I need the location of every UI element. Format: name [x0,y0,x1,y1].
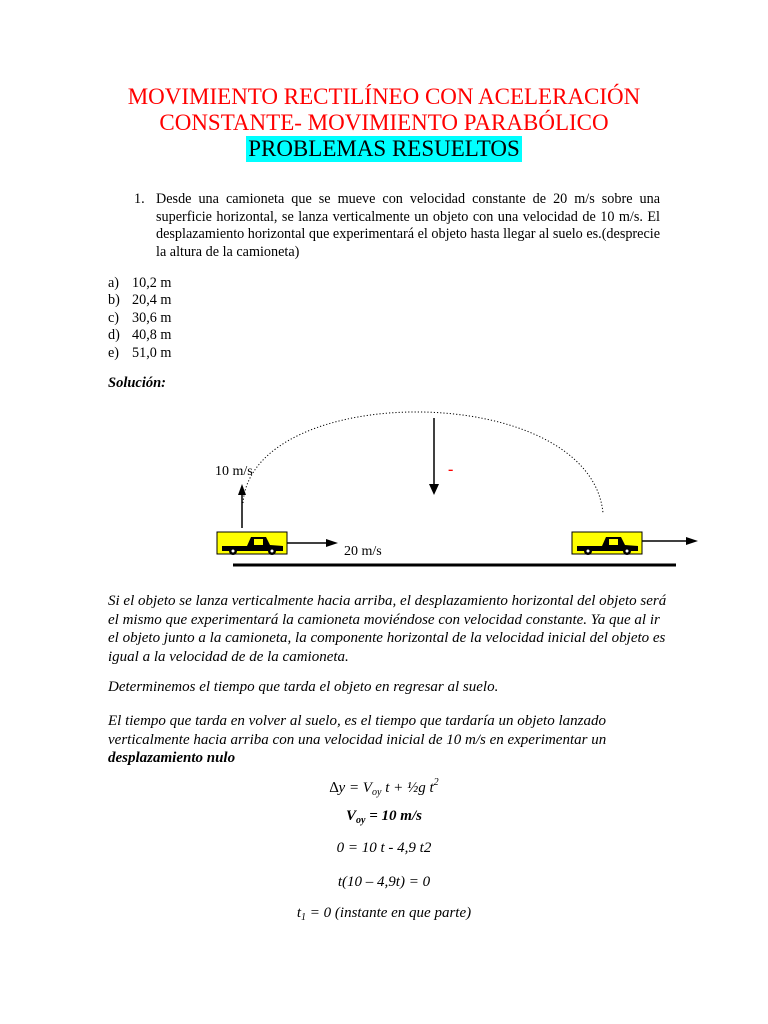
projectile-diagram [0,385,768,585]
explanation-paragraph-3 [108,712,668,768]
problem-text: Desde una camioneta que se mueve con velocidad constante de 20 m/s sobre una superficie horizontal, se lanza verticalmente un objeto con una velocidad de 10 m/s. El desplazamiento horizontal que experimentará el objeto hasta llegar al suelo es.(desprecie la altura de la camioneta) [156,191,660,260]
equation-initial-velocity: $V_{oy} = 10$ m/s [346,808,422,826]
option-value: 30,6 m [132,309,172,326]
trajectory-arc [243,412,603,513]
option-value: 20,4 m [132,292,172,309]
option-value: 40,8 m [132,327,172,344]
truck-icon-left [217,532,287,555]
option-item [108,292,171,309]
option-item [108,345,171,362]
delta-symbol: ∆ [329,780,339,796]
option-letter: a) [108,275,120,291]
option-letter: e) [108,344,120,361]
option-letter: d) [108,327,120,344]
equation-substituted: 0 = 10 t - 4,9 t2 [336,840,432,856]
arrowhead-down-icon [429,484,439,495]
arrowhead-right-icon [326,539,338,547]
equation-factored: t(10 – 4,9t) = 0 [337,874,431,890]
title-line-2: CONSTANTE- MOVIMIENTO PARABÓLICO [159,110,609,135]
option-value: 10,2 m [132,275,172,291]
option-value: 51,0 m [132,344,172,361]
answer-options [108,275,171,362]
paragraph-3-bold: desplazamiento nulo [108,750,236,766]
option-item [108,327,171,344]
option-item [108,310,171,327]
arrowhead-right-icon [686,537,698,545]
equation-displacement: $\Delta y = V_{oy}$ t + ½g $t^2$ [329,777,439,798]
title-line-1: MOVIMIENTO RECTILÍNEO CON ACELERACIÓN [127,84,641,109]
solution-label: Solución: [108,375,167,391]
arrowhead-icon [238,484,246,495]
explanation-paragraph-1: Si el objeto se lanza verticalmente hacia arriba, el desplazamiento horizontal del objeto será el mismo que experimentará la camioneta moviéndose con velocidad constante. Ya que al ir el objeto junto a la camioneta, la componente horizontal de la velocidad inicial del objeto es igual a la velocidad de de la camioneta. [108,593,667,665]
title-block [0,84,768,162]
explanation-paragraph-2: Determinemos el tiempo que tarda el objeto en regresar al suelo. [108,679,499,695]
paragraph-3-text: El tiempo que tarda en volver al suelo, es el tiempo que tardaría un objeto lanzado verticalmente hacia arriba con una velocidad inicial de 10 m/s en experimentar un [108,713,607,748]
option-letter: c) [108,309,120,326]
horizontal-velocity-label: 20 m/s [344,544,382,559]
option-item [108,275,171,292]
vertical-velocity-label: 10 m/s [215,464,253,479]
problem-statement [114,191,660,261]
equation-root-1: $t_1 = 0$ (instante en que parte) [296,905,472,923]
subtitle-highlight: PROBLEMAS RESUELTOS [248,136,520,161]
gravity-sign: - [448,461,454,478]
problem-number: 1. [134,191,145,207]
truck-icon-right [572,532,642,555]
option-letter: b) [108,292,120,309]
